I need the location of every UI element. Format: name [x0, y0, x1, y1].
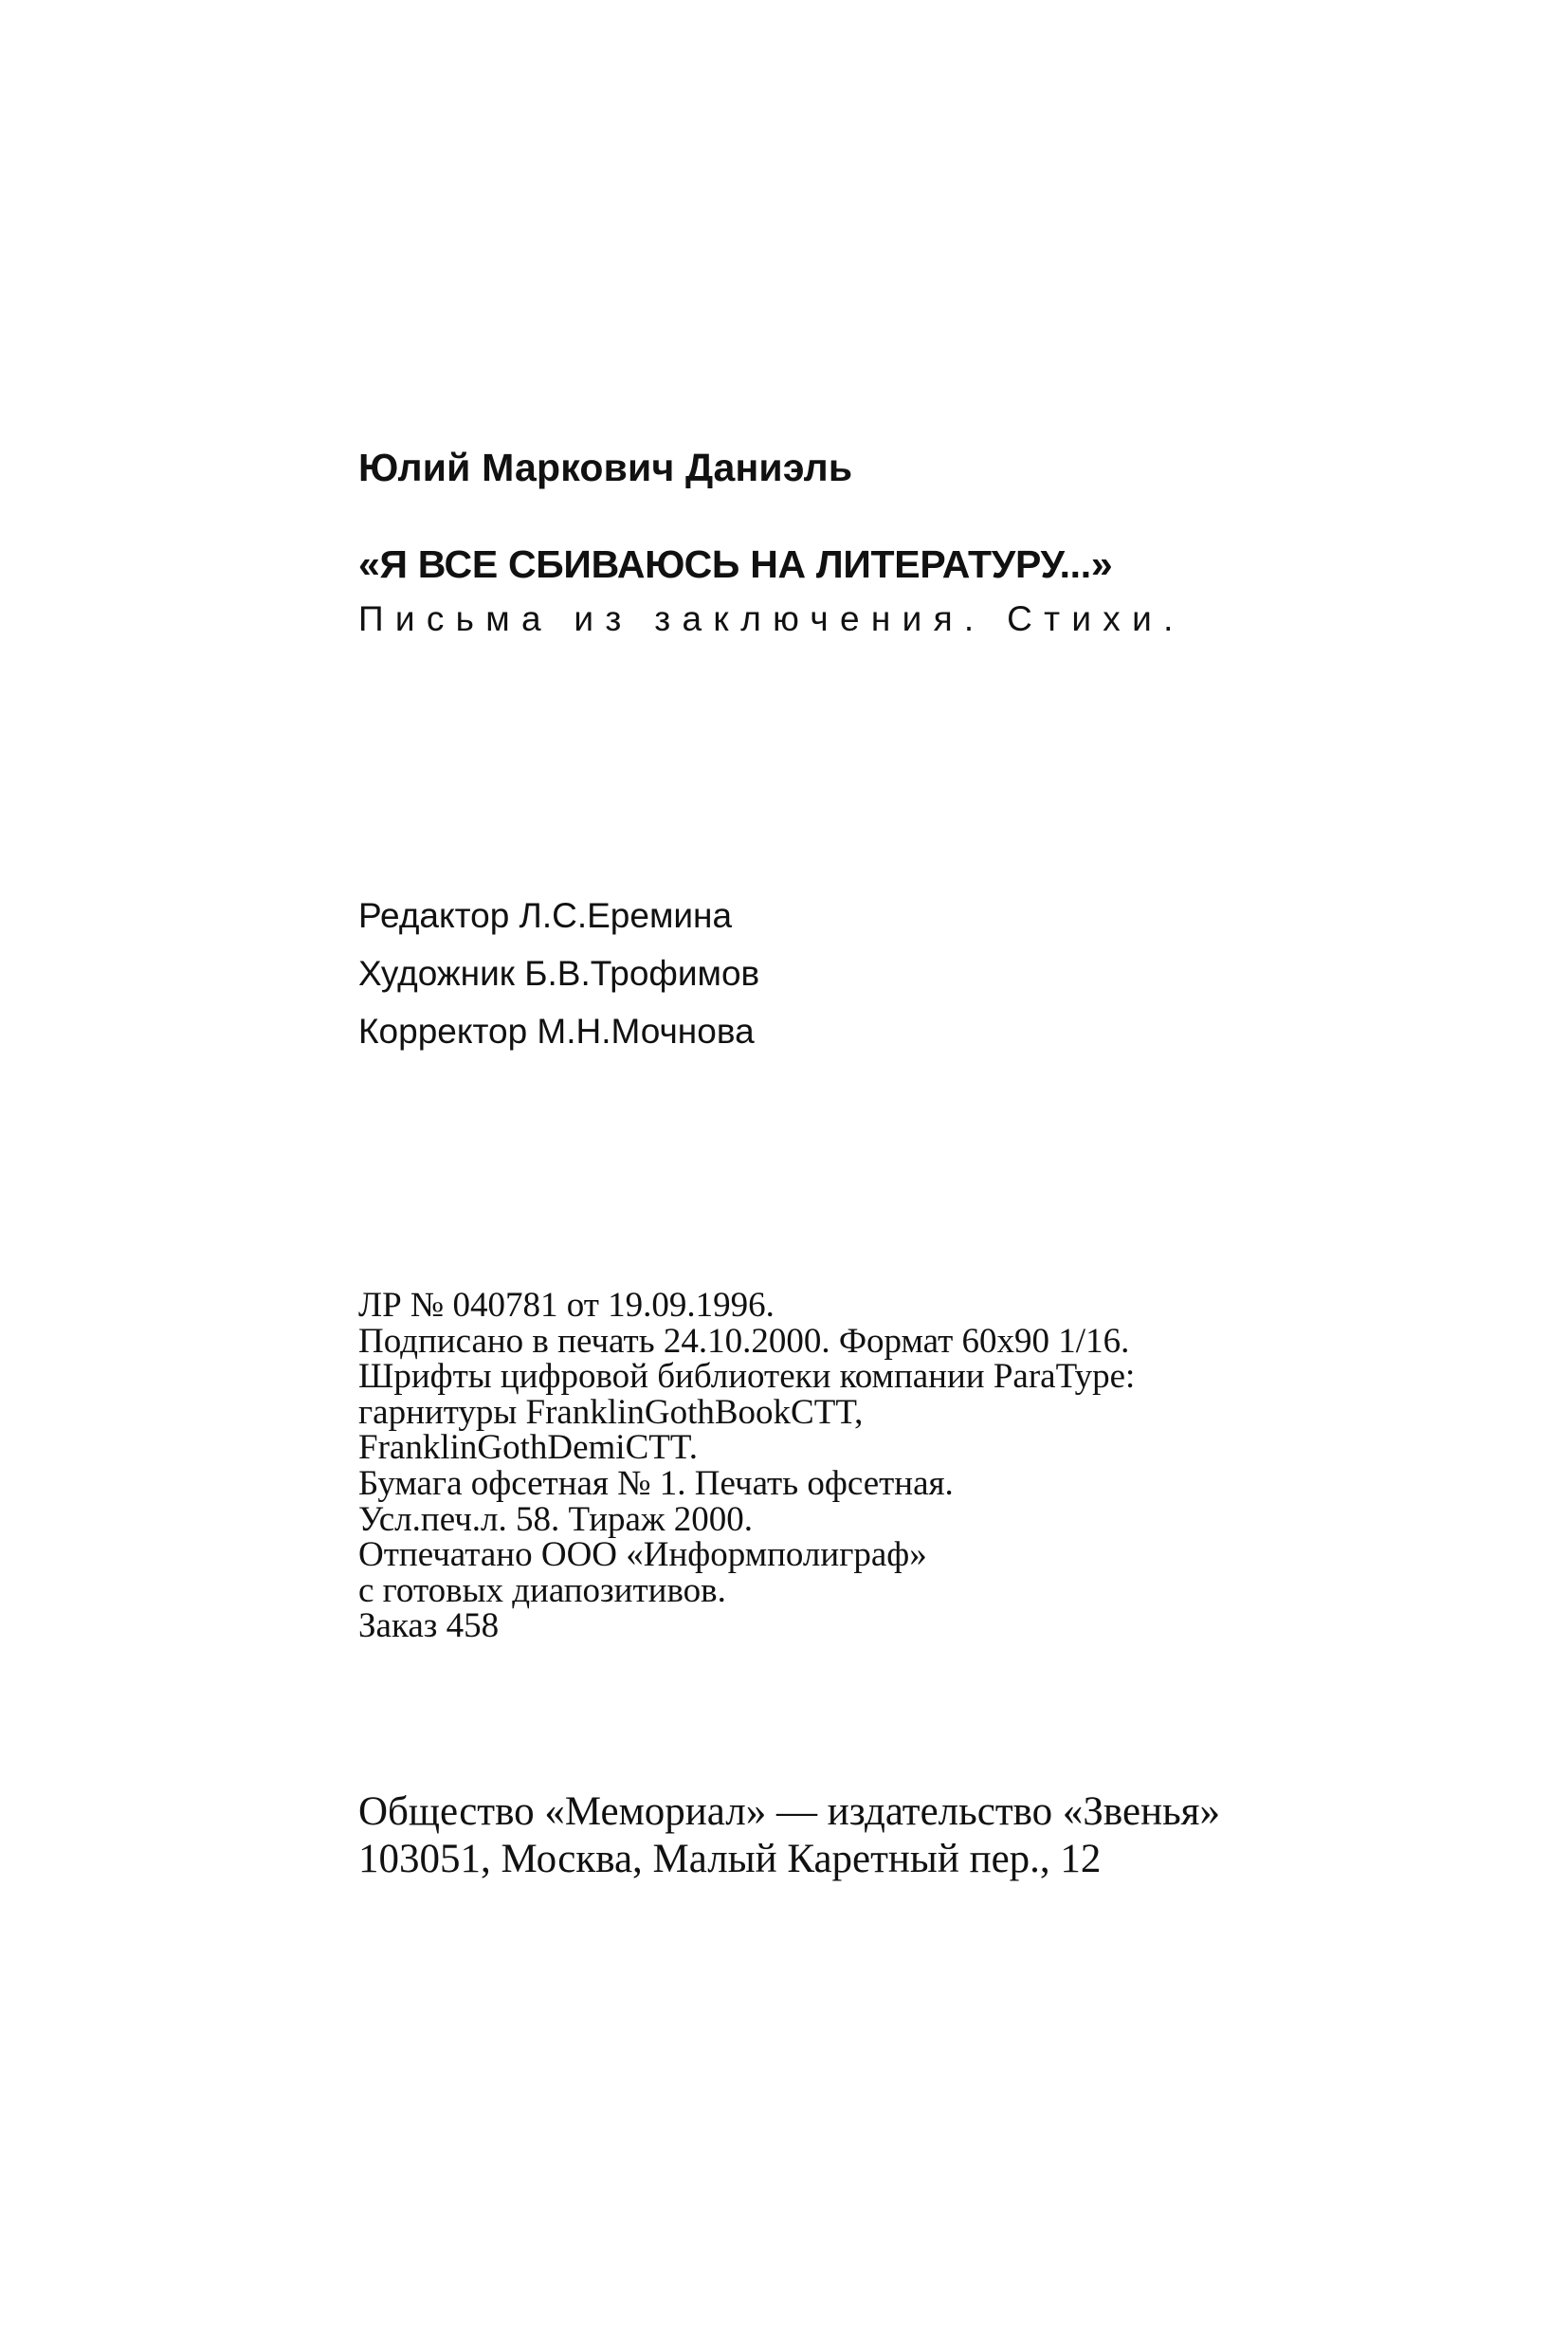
imprint-order: Заказ 458	[358, 1606, 500, 1646]
publisher-info	[358, 1788, 1220, 1883]
credit-proofreader: Корректор М.Н.Мочнова	[358, 1012, 755, 1051]
credit-editor: Редактор Л.С.Еремина	[358, 896, 733, 935]
publisher-address: 103051, Москва, Малый Каретный пер., 12	[358, 1837, 1102, 1881]
book-subtitle: Письма из заключения. Стихи.	[358, 599, 1185, 638]
imprint-printer-cont: с готовых диапозитивов.	[358, 1570, 726, 1610]
book-title: «Я ВСЕ СБИВАЮСЬ НА ЛИТЕРАТУРУ...»	[358, 542, 1113, 586]
imprint-paper: Бумага офсетная № 1. Печать офсетная.	[358, 1463, 954, 1503]
imprint-signed-format: Подписано в печать 24.10.2000. Формат 60x90 1/16.	[358, 1321, 1130, 1361]
author-name: Юлий Маркович Даниэль	[358, 446, 853, 489]
credit-artist: Художник Б.В.Трофимов	[358, 954, 760, 993]
imprint-print-run: Усл.печ.л. 58. Тираж 2000.	[358, 1499, 753, 1539]
imprint-details	[358, 1288, 1135, 1644]
imprint-fonts: Шрифты цифровой библиотеки компании ParaType:	[358, 1357, 1136, 1397]
imprint-typefaces-cont: FranklinGothDemiCTT.	[358, 1428, 698, 1468]
publisher-name: Общество «Мемориал» — издательство «Звенья»	[358, 1789, 1220, 1834]
imprint-license: ЛР № 040781 от 19.09.1996.	[358, 1286, 775, 1325]
credits-list	[358, 887, 759, 1060]
imprint-typefaces: гарнитуры FranklinGothBookCTT,	[358, 1392, 864, 1432]
imprint-printer: Отпечатано ООО «Информполиграф»	[358, 1535, 927, 1575]
